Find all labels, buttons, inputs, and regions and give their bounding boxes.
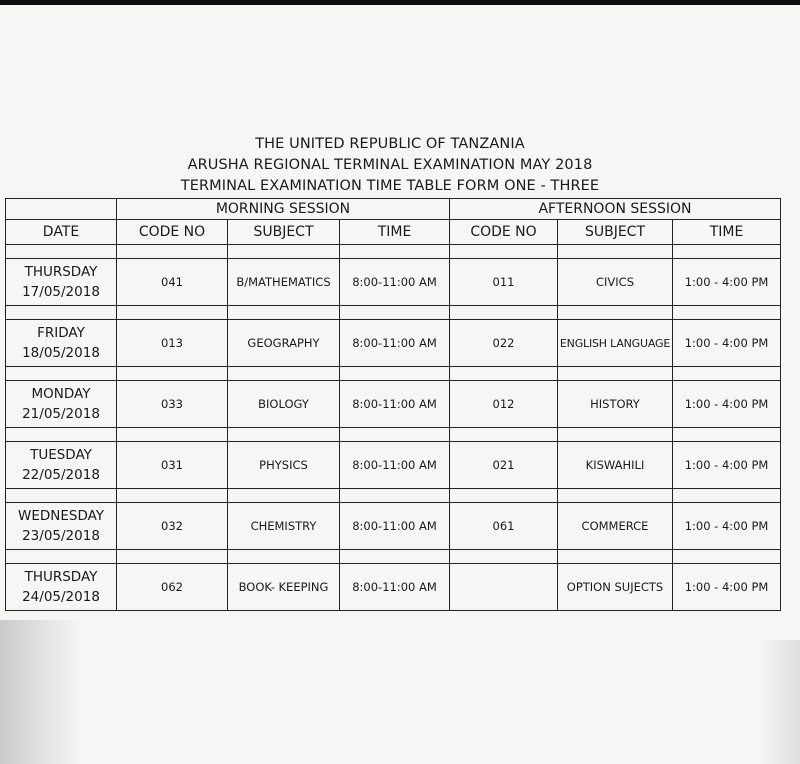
spacer-row [6,550,781,564]
heading-line-3: TERMINAL EXAMINATION TIME TABLE FORM ONE - THREE [180,178,600,194]
day-label: TUESDAY [30,447,92,463]
column-header-am-subject: SUBJECT [228,220,340,245]
pm-code-cell: 021 [450,442,558,489]
pm-time-cell: 1:00 - 4:00 PM [673,564,781,611]
column-header-pm-time: TIME [673,220,781,245]
am-code-cell: 031 [117,442,228,489]
scan-top-edge [0,0,800,5]
date-label: 17/05/2018 [22,284,100,300]
date-label: 18/05/2018 [22,345,100,361]
date-cell [6,320,117,367]
date-label: 24/05/2018 [22,589,100,605]
pm-subject-cell: ENGLISH LANGUAGE [558,320,673,367]
pm-code-cell: 061 [450,503,558,550]
pm-code-cell: 012 [450,381,558,428]
document-heading [0,134,780,197]
table-row [6,320,781,367]
am-subject-cell: GEOGRAPHY [228,320,340,367]
day-label: THURSDAY [24,264,98,280]
column-header-row [6,220,781,245]
am-time-cell: 8:00-11:00 AM [340,564,450,611]
date-cell [6,259,117,306]
pm-subject-cell: COMMERCE [558,503,673,550]
scan-shadow-right [760,640,800,764]
am-time-cell: 8:00-11:00 AM [340,259,450,306]
column-header-pm-subject: SUBJECT [558,220,673,245]
am-code-cell: 062 [117,564,228,611]
pm-subject-cell: OPTION SUJECTS [558,564,673,611]
am-code-cell: 041 [117,259,228,306]
morning-session-label: MORNING SESSION [117,199,450,220]
table-row [6,442,781,489]
pm-time-cell: 1:00 - 4:00 PM [673,320,781,367]
column-header-pm-code: CODE NO [450,220,558,245]
am-code-cell: 032 [117,503,228,550]
afternoon-session-label: AFTERNOON SESSION [450,199,781,220]
am-subject-cell: BIOLOGY [228,381,340,428]
date-cell [6,564,117,611]
pm-code-cell [450,564,558,611]
group-blank-cell [6,199,117,220]
pm-time-cell: 1:00 - 4:00 PM [673,259,781,306]
date-label: 22/05/2018 [22,467,100,483]
am-subject-cell: BOOK- KEEPING [228,564,340,611]
pm-code-cell: 011 [450,259,558,306]
date-label: 21/05/2018 [22,406,100,422]
day-label: WEDNESDAY [17,508,105,524]
day-label: THURSDAY [24,569,98,585]
pm-time-cell: 1:00 - 4:00 PM [673,442,781,489]
am-time-cell: 8:00-11:00 AM [340,503,450,550]
session-group-row [6,199,781,220]
spacer-row [6,489,781,503]
am-time-cell: 8:00-11:00 AM [340,381,450,428]
table-row [6,564,781,611]
date-cell [6,381,117,428]
date-cell [6,503,117,550]
pm-subject-cell: KISWAHILI [558,442,673,489]
pm-time-cell: 1:00 - 4:00 PM [673,503,781,550]
column-header-date: DATE [6,220,117,245]
pm-subject-cell: HISTORY [558,381,673,428]
spacer-row [6,306,781,320]
timetable [5,198,781,611]
pm-subject-cell: CIVICS [558,259,673,306]
column-header-am-code: CODE NO [117,220,228,245]
date-cell [6,442,117,489]
pm-time-cell: 1:00 - 4:00 PM [673,381,781,428]
table-row [6,259,781,306]
table-row [6,503,781,550]
am-subject-cell: B/MATHEMATICS [228,259,340,306]
table-row [6,381,781,428]
am-subject-cell: PHYSICS [228,442,340,489]
column-header-am-time: TIME [340,220,450,245]
date-label: 23/05/2018 [22,528,100,544]
scan-shadow-left [0,620,80,764]
day-label: MONDAY [31,386,91,402]
heading-line-1: THE UNITED REPUBLIC OF TANZANIA [255,136,525,152]
am-time-cell: 8:00-11:00 AM [340,442,450,489]
heading-line-2: ARUSHA REGIONAL TERMINAL EXAMINATION MAY 2018 [187,157,593,173]
pm-code-cell: 022 [450,320,558,367]
am-code-cell: 033 [117,381,228,428]
spacer-row [6,428,781,442]
am-time-cell: 8:00-11:00 AM [340,320,450,367]
am-subject-cell: CHEMISTRY [228,503,340,550]
spacer-row [6,245,781,259]
am-code-cell: 013 [117,320,228,367]
day-label: FRIDAY [37,325,85,341]
spacer-row [6,367,781,381]
